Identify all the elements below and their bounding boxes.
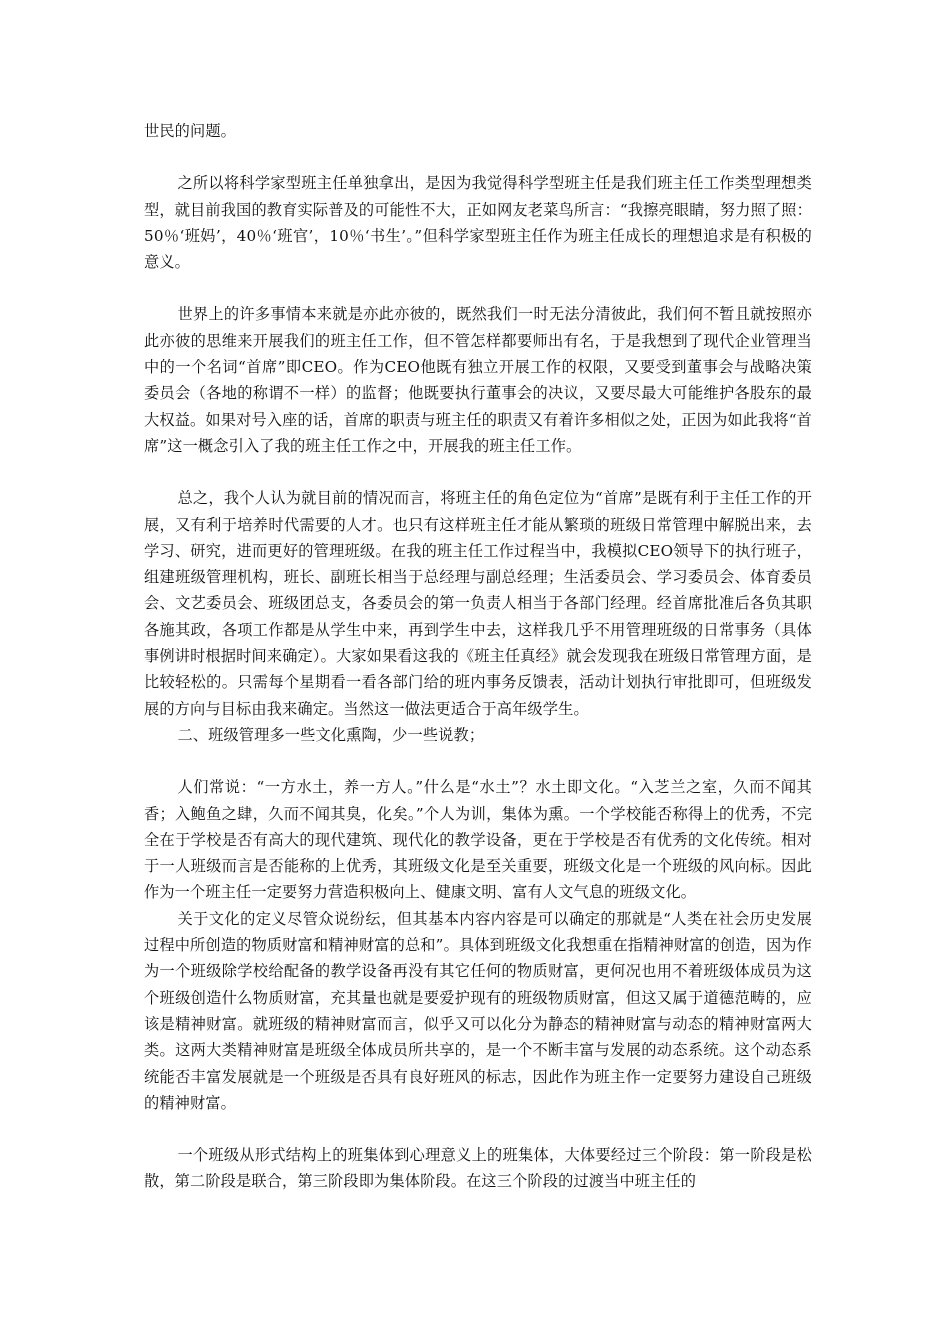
paragraph-gap <box>144 748 812 774</box>
paragraph-class-stages: 一个班级从形式结构上的班集体到心理意义上的班集体，大体要经过三个阶段：第一阶段是松散，第二阶段是联合，第三阶段即为集体阶段。在这三个阶段的过渡当中班主任的 <box>144 1146 812 1191</box>
paragraph-gap <box>144 459 812 485</box>
document-body <box>144 118 812 1195</box>
paragraph-scientist-teacher: 之所以将科学家型班主任单独拿出，是因为我觉得科学型班主任是我们班主任工作类型理想类型，就目前我国的教育实际普及的可能性不大，正如网友老菜鸟所言：“我擦亮眼睛，努力照了照：50％‘班妈’，40％‘班官’，10％‘书生’。”但科学家型班主任作为班主任成长的理想追求是有积极的意义。 <box>144 174 812 272</box>
paragraph-gap <box>144 1116 812 1142</box>
paragraph-continuation: 世民的问题。 <box>144 122 237 140</box>
paragraph-ceo-concept: 世界上的许多事情本来就是亦此亦彼的，既然我们一时无法分清彼此，我们何不暂且就按照亦此亦彼的思维来开展我们的班主任工作，但不管怎样都要师出有名，于是我想到了现代企业管理当中的一个名词“首席”即CEO。作为CEO他既有独立开展工作的权限，又要受到董事会与战略决策委员会（各地的称谓不一样）的监督；他既要执行董事会的决议，又要尽最大可能维护各股东的最大权益。如果对号入座的话，首席的职责与班主任的职责又有着许多相似之处，正因为如此我将“首席”这一概念引入了我的班主任工作之中，开展我的班主任工作。 <box>144 305 812 455</box>
paragraph-gap <box>144 144 812 170</box>
paragraph-culture-definition: 关于文化的定义尽管众说纷纭，但其基本内容内容是可以确定的那就是“人类在社会历史发展过程中所创造的物质财富和精神财富的总和”。具体到班级文化我想重在指精神财富的创造，因为作为一个班级除学校给配备的教学设备再没有其它任何的物质财富，更何况也用不着班级体成员为这个班级创造什么物质财富，充其量也就是要爱护现有的班级物质财富，但这又属于道德范畴的，应该是精神财富。就班级的精神财富而言，似乎又可以化分为静态的精神财富与动态的精神财富两大类。这两大类精神财富是班级全体成员所共享的，是一个不断丰富与发展的动态系统。这个动态系统能否丰富发展就是一个班级是否具有良好班风的标志，因此作为班主作一定要努力建设自己班级的精神财富。 <box>144 909 812 1112</box>
section-heading-culture: 二、班级管理多一些文化熏陶，少一些说教； <box>177 725 485 744</box>
paragraph-gap <box>144 275 812 301</box>
paragraph-conclusion: 总之，我个人认为就目前的情况而言，将班主任的角色定位为“首席”是既有利于主任工作的开展，又有利于培养时代需要的人才。也只有这样班主任才能从繁琐的班级日常管理中解脱出来，去学习、研究，进而更好的管理班级。在我的班主任工作过程当中，我模拟CEO领导下的执行班子，组建班级管理机构，班长、副班长相当于总经理与副总经理；生活委员会、学习委员会、体育委员会、文艺委员会、班级团总支，各委员会的第一负责人相当于各部门经理。经首席批准后各负其职各施其政，各项工作都是从学生中来，再到学生中去，这样我几乎不用管理班级的日常事务（具体事例讲时根据时间来确定）。大家如果看这我的《班主任真经》就会发现我在班级日常管理方面，是比较轻松的。只需每个星期看一看各部门给的班内事务反馈表，活动计划执行审批即可，但班级发展的方向与目标由我来确定。当然这一做法更适合于高年级学生。 <box>144 489 812 718</box>
paragraph-culture-influence: 人们常说：“一方水土，养一方人。”什么是“水土”？水土即文化。“入芝兰之室，久而不闻其香；入鲍鱼之肆，久而不闻其臭，化矣。”个人为训，集体为熏。一个学校能否称得上的优秀，不完全在于学校是否有高大的现代建筑、现代化的教学设备，更在于学校是否有优秀的文化传统。相对于一人班级而言是否能称的上优秀，其班级文化是至关重要，班级文化是一个班级的风向标。因此作为一个班主任一定要努力营造积极向上、健康文明、富有人文气息的班级文化。 <box>144 778 812 902</box>
